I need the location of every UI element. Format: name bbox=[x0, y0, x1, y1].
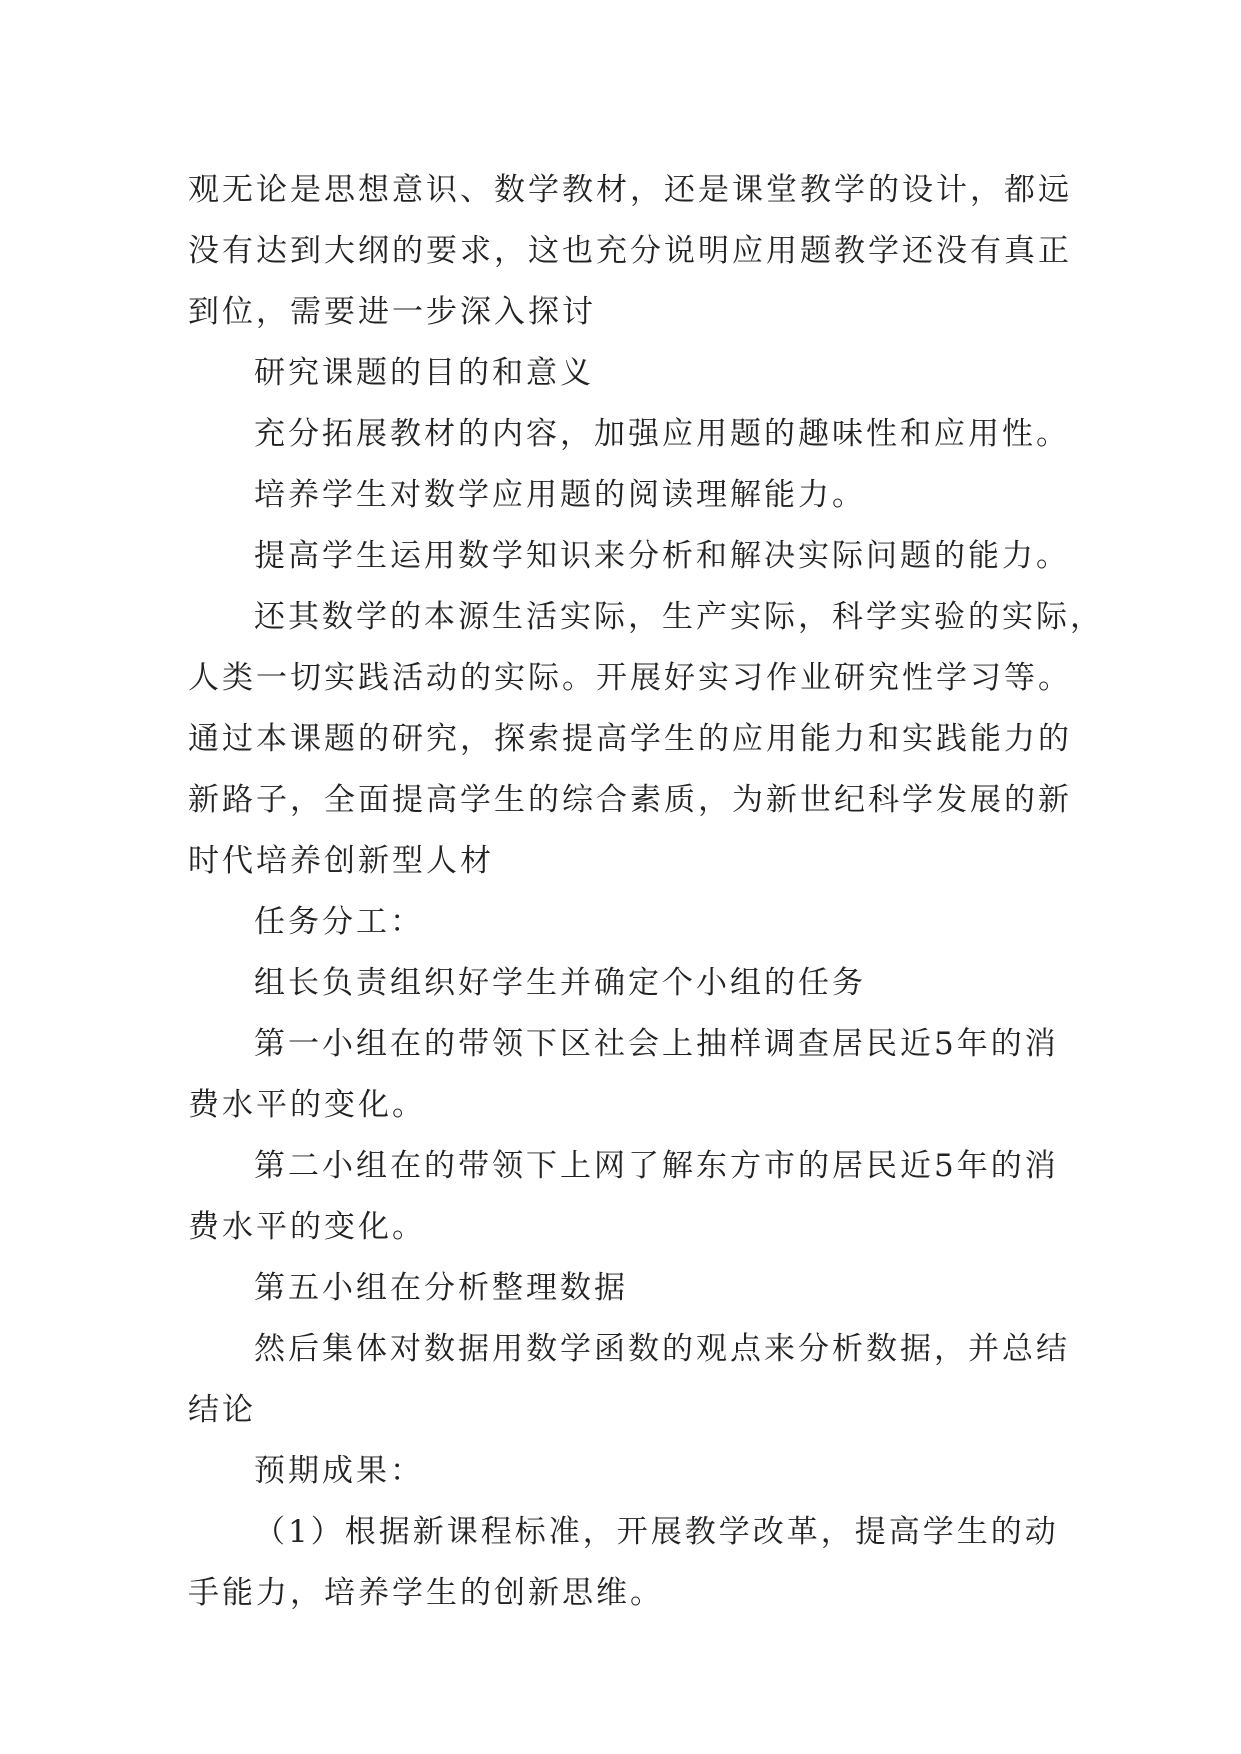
text-line: 充分拓展教材的内容，加强应用题的趣味性和应用性。 bbox=[254, 416, 1070, 452]
text-line: 培养学生对数学应用题的阅读理解能力。 bbox=[254, 477, 866, 513]
text-line: 手能力，培养学生的创新思维。 bbox=[188, 1575, 664, 1611]
text-line: 第五小组在分析整理数据 bbox=[254, 1270, 628, 1306]
text-line: 结论 bbox=[188, 1392, 256, 1428]
text-line: 时代培养创新型人材 bbox=[188, 843, 494, 879]
text-line: 人类一切实践活动的实际。开展好实习作业研究性学习等。 bbox=[188, 660, 1072, 696]
document-body bbox=[188, 160, 1104, 1624]
text-line: 研究课题的目的和意义 bbox=[254, 355, 594, 391]
text-line: 观无论是思想意识、数学教材，还是课堂教学的设计，都远 bbox=[188, 172, 1072, 208]
text-line: 费水平的变化。 bbox=[188, 1087, 426, 1123]
text-line: 第一小组在的带领下区社会上抽样调查居民近5年的消 bbox=[254, 1026, 1059, 1062]
text-line: 第二小组在的带领下上网了解东方市的居民近5年的消 bbox=[254, 1148, 1059, 1184]
text-line: 组长负责组织好学生并确定个小组的任务 bbox=[254, 965, 866, 1001]
text-line: 通过本课题的研究，探索提高学生的应用能力和实践能力的 bbox=[188, 721, 1072, 757]
text-line: 任务分工： bbox=[254, 904, 424, 940]
text-line: 没有达到大纲的要求，这也充分说明应用题教学还没有真正 bbox=[188, 233, 1072, 269]
text-line: 新路子，全面提高学生的综合素质，为新世纪科学发展的新 bbox=[188, 782, 1072, 818]
text-line: 费水平的变化。 bbox=[188, 1209, 426, 1245]
text-line: 提高学生运用数学知识来分析和解决实际问题的能力。 bbox=[254, 538, 1070, 574]
text-line: 还其数学的本源生活实际，生产实际，科学实验的实际， bbox=[254, 599, 1104, 635]
text-line: （1）根据新课程标准，开展教学改革，提高学生的动 bbox=[254, 1514, 1059, 1550]
text-line: 预期成果： bbox=[254, 1453, 424, 1489]
text-line: 到位，需要进一步深入探讨 bbox=[188, 294, 596, 330]
text-line: 然后集体对数据用数学函数的观点来分析数据，并总结 bbox=[254, 1331, 1070, 1367]
